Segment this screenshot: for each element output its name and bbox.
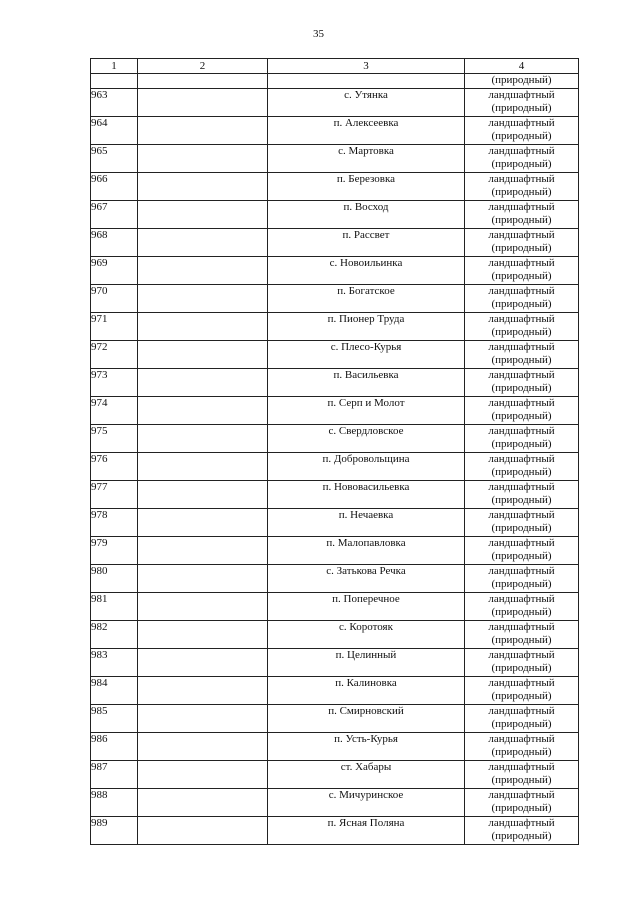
row-col-2-empty xyxy=(138,285,268,313)
object-type-line-1: ландшафтный xyxy=(488,705,555,717)
row-col-2-empty xyxy=(138,89,268,117)
row-col-2-empty xyxy=(138,761,268,789)
object-type xyxy=(465,257,579,285)
continuation-place xyxy=(268,74,465,89)
row-number: 978 xyxy=(91,509,138,537)
table-row xyxy=(91,509,579,537)
row-number: 967 xyxy=(91,201,138,229)
row-number: 982 xyxy=(91,621,138,649)
object-type-line-1: ландшафтный xyxy=(488,537,555,549)
header-col-2: 2 xyxy=(138,59,268,74)
table-row xyxy=(91,565,579,593)
row-number: 971 xyxy=(91,313,138,341)
object-type-line-2: (природный) xyxy=(491,298,552,310)
object-type-line-1: ландшафтный xyxy=(488,145,555,157)
header-col-4: 4 xyxy=(465,59,579,74)
continuation-number xyxy=(91,74,138,89)
object-type-line-2: (природный) xyxy=(491,158,552,170)
object-type xyxy=(465,89,579,117)
settlement-name: п. Ясная Поляна xyxy=(268,817,465,845)
settlement-name: с. Коротояк xyxy=(268,621,465,649)
row-col-2-empty xyxy=(138,565,268,593)
row-number: 964 xyxy=(91,117,138,145)
object-type xyxy=(465,733,579,761)
settlement-name: п. Пионер Труда xyxy=(268,313,465,341)
row-col-2-empty xyxy=(138,733,268,761)
settlement-name: п. Березовка xyxy=(268,173,465,201)
row-col-2-empty xyxy=(138,397,268,425)
row-number: 979 xyxy=(91,537,138,565)
settlement-name: п. Нечаевка xyxy=(268,509,465,537)
object-type-line-1: ландшафтный xyxy=(488,425,555,437)
table-row xyxy=(91,649,579,677)
object-type-line-1: ландшафтный xyxy=(488,397,555,409)
settlement-name: с. Плесо-Курья xyxy=(268,341,465,369)
row-col-2-empty xyxy=(138,677,268,705)
settlement-name: п. Восход xyxy=(268,201,465,229)
object-type-line-2: (природный) xyxy=(491,186,552,198)
settlement-name: п. Богатское xyxy=(268,285,465,313)
object-type-line-1: ландшафтный xyxy=(488,817,555,829)
header-col-1: 1 xyxy=(91,59,138,74)
register-table xyxy=(90,58,579,845)
table-row xyxy=(91,257,579,285)
row-number: 963 xyxy=(91,89,138,117)
object-type-line-1: ландшафтный xyxy=(488,481,555,493)
table-row xyxy=(91,621,579,649)
row-number: 969 xyxy=(91,257,138,285)
object-type xyxy=(465,565,579,593)
table-row xyxy=(91,453,579,481)
settlement-name: п. Смирновский xyxy=(268,705,465,733)
object-type-line-1: ландшафтный xyxy=(488,285,555,297)
table-row xyxy=(91,341,579,369)
continuation-type: (природный) xyxy=(465,74,579,89)
row-col-2-empty xyxy=(138,369,268,397)
object-type-line-1: ландшафтный xyxy=(488,761,555,773)
object-type-line-1: ландшафтный xyxy=(488,509,555,521)
row-col-2-empty xyxy=(138,425,268,453)
continuation-row xyxy=(91,74,579,89)
header-col-3: 3 xyxy=(268,59,465,74)
table-row xyxy=(91,817,579,845)
row-number: 981 xyxy=(91,593,138,621)
object-type xyxy=(465,817,579,845)
row-number: 989 xyxy=(91,817,138,845)
settlement-name: с. Утянка xyxy=(268,89,465,117)
object-type-line-2: (природный) xyxy=(491,718,552,730)
row-col-2-empty xyxy=(138,509,268,537)
settlement-name: с. Новоильинка xyxy=(268,257,465,285)
row-col-2-empty xyxy=(138,649,268,677)
object-type xyxy=(465,285,579,313)
object-type-line-2: (природный) xyxy=(491,578,552,590)
object-type xyxy=(465,481,579,509)
object-type xyxy=(465,705,579,733)
row-number: 988 xyxy=(91,789,138,817)
row-number: 976 xyxy=(91,453,138,481)
table-row xyxy=(91,397,579,425)
table-row xyxy=(91,733,579,761)
row-number: 987 xyxy=(91,761,138,789)
object-type xyxy=(465,145,579,173)
row-number: 966 xyxy=(91,173,138,201)
object-type xyxy=(465,313,579,341)
table-row xyxy=(91,201,579,229)
object-type xyxy=(465,173,579,201)
row-col-2-empty xyxy=(138,229,268,257)
settlement-name: с. Мичуринское xyxy=(268,789,465,817)
settlement-name: п. Калиновка xyxy=(268,677,465,705)
object-type-line-2: (природный) xyxy=(491,662,552,674)
row-col-2-empty xyxy=(138,453,268,481)
object-type-line-1: ландшафтный xyxy=(488,733,555,745)
object-type-line-1: ландшафтный xyxy=(488,649,555,661)
object-type-line-1: ландшафтный xyxy=(488,621,555,633)
object-type-line-2: (природный) xyxy=(491,522,552,534)
table-body xyxy=(91,74,579,845)
object-type-line-2: (природный) xyxy=(491,438,552,450)
table-row xyxy=(91,313,579,341)
settlement-name: п. Усть-Курья xyxy=(268,733,465,761)
object-type-line-1: ландшафтный xyxy=(488,313,555,325)
object-type-line-2: (природный) xyxy=(491,102,552,114)
object-type-line-1: ландшафтный xyxy=(488,257,555,269)
object-type-line-2: (природный) xyxy=(491,242,552,254)
settlement-name: п. Целинный xyxy=(268,649,465,677)
table-row xyxy=(91,481,579,509)
object-type xyxy=(465,425,579,453)
object-type-line-2: (природный) xyxy=(491,746,552,758)
object-type-line-2: (природный) xyxy=(491,270,552,282)
row-number: 973 xyxy=(91,369,138,397)
object-type-line-2: (природный) xyxy=(491,802,552,814)
row-number: 975 xyxy=(91,425,138,453)
table-row xyxy=(91,677,579,705)
settlement-name: с. Мартовка xyxy=(268,145,465,173)
object-type xyxy=(465,229,579,257)
table-row xyxy=(91,705,579,733)
object-type-line-2: (природный) xyxy=(491,326,552,338)
object-type xyxy=(465,537,579,565)
table-row xyxy=(91,761,579,789)
row-col-2-empty xyxy=(138,621,268,649)
table-row xyxy=(91,425,579,453)
row-col-2-empty xyxy=(138,789,268,817)
object-type xyxy=(465,621,579,649)
object-type-line-1: ландшафтный xyxy=(488,117,555,129)
row-number: 970 xyxy=(91,285,138,313)
table-row xyxy=(91,593,579,621)
row-col-2-empty xyxy=(138,817,268,845)
row-number: 986 xyxy=(91,733,138,761)
table-row xyxy=(91,537,579,565)
row-col-2-empty xyxy=(138,257,268,285)
settlement-name: п. Алексеевка xyxy=(268,117,465,145)
object-type xyxy=(465,649,579,677)
row-col-2-empty xyxy=(138,341,268,369)
row-col-2-empty xyxy=(138,145,268,173)
row-col-2-empty xyxy=(138,705,268,733)
object-type-line-2: (природный) xyxy=(491,466,552,478)
object-type-line-1: ландшафтный xyxy=(488,677,555,689)
row-number: 977 xyxy=(91,481,138,509)
object-type-line-2: (природный) xyxy=(491,354,552,366)
object-type xyxy=(465,341,579,369)
settlement-name: п. Серп и Молот xyxy=(268,397,465,425)
table-row xyxy=(91,229,579,257)
settlement-name: п. Добровольщина xyxy=(268,453,465,481)
object-type-line-1: ландшафтный xyxy=(488,369,555,381)
row-col-2-empty xyxy=(138,201,268,229)
object-type-line-2: (природный) xyxy=(491,410,552,422)
object-type-line-1: ландшафтный xyxy=(488,89,555,101)
object-type-line-1: ландшафтный xyxy=(488,201,555,213)
header-row xyxy=(91,59,579,74)
settlement-name: п. Поперечное xyxy=(268,593,465,621)
object-type xyxy=(465,761,579,789)
object-type-line-1: ландшафтный xyxy=(488,565,555,577)
row-col-2-empty xyxy=(138,481,268,509)
settlement-name: с. Затькова Речка xyxy=(268,565,465,593)
row-number: 985 xyxy=(91,705,138,733)
object-type-line-1: ландшафтный xyxy=(488,789,555,801)
object-type xyxy=(465,789,579,817)
object-type-line-1: ландшафтный xyxy=(488,453,555,465)
object-type-line-1: ландшафтный xyxy=(488,341,555,353)
object-type-line-2: (природный) xyxy=(491,214,552,226)
object-type xyxy=(465,453,579,481)
page-number: 35 xyxy=(313,28,324,40)
row-number: 972 xyxy=(91,341,138,369)
table-row xyxy=(91,89,579,117)
table-row xyxy=(91,117,579,145)
row-number: 974 xyxy=(91,397,138,425)
object-type xyxy=(465,117,579,145)
object-type xyxy=(465,369,579,397)
settlement-name: п. Васильевка xyxy=(268,369,465,397)
row-col-2-empty xyxy=(138,537,268,565)
object-type-line-2: (природный) xyxy=(491,690,552,702)
settlement-name: п. Малопавловка xyxy=(268,537,465,565)
settlement-name: с. Свердловское xyxy=(268,425,465,453)
row-number: 980 xyxy=(91,565,138,593)
row-number: 983 xyxy=(91,649,138,677)
object-type-line-2: (природный) xyxy=(491,550,552,562)
row-col-2-empty xyxy=(138,117,268,145)
object-type xyxy=(465,397,579,425)
table-row xyxy=(91,145,579,173)
object-type-line-2: (природный) xyxy=(491,830,552,842)
object-type xyxy=(465,677,579,705)
row-number: 968 xyxy=(91,229,138,257)
object-type-line-1: ландшафтный xyxy=(488,593,555,605)
object-type-line-2: (природный) xyxy=(491,606,552,618)
continuation-col-2 xyxy=(138,74,268,89)
settlement-name: ст. Хабары xyxy=(268,761,465,789)
table-row xyxy=(91,285,579,313)
object-type-line-2: (природный) xyxy=(491,774,552,786)
row-col-2-empty xyxy=(138,173,268,201)
object-type xyxy=(465,509,579,537)
object-type-line-1: ландшафтный xyxy=(488,173,555,185)
object-type xyxy=(465,201,579,229)
object-type-line-2: (природный) xyxy=(491,382,552,394)
table-row xyxy=(91,789,579,817)
object-type-line-1: ландшафтный xyxy=(488,229,555,241)
table-row xyxy=(91,369,579,397)
settlement-name: п. Рассвет xyxy=(268,229,465,257)
settlement-name: п. Нововасильевка xyxy=(268,481,465,509)
object-type-line-2: (природный) xyxy=(491,130,552,142)
row-number: 965 xyxy=(91,145,138,173)
object-type xyxy=(465,593,579,621)
table-row xyxy=(91,173,579,201)
object-type-line-2: (природный) xyxy=(491,634,552,646)
row-col-2-empty xyxy=(138,593,268,621)
row-number: 984 xyxy=(91,677,138,705)
row-col-2-empty xyxy=(138,313,268,341)
object-type-line-2: (природный) xyxy=(491,494,552,506)
